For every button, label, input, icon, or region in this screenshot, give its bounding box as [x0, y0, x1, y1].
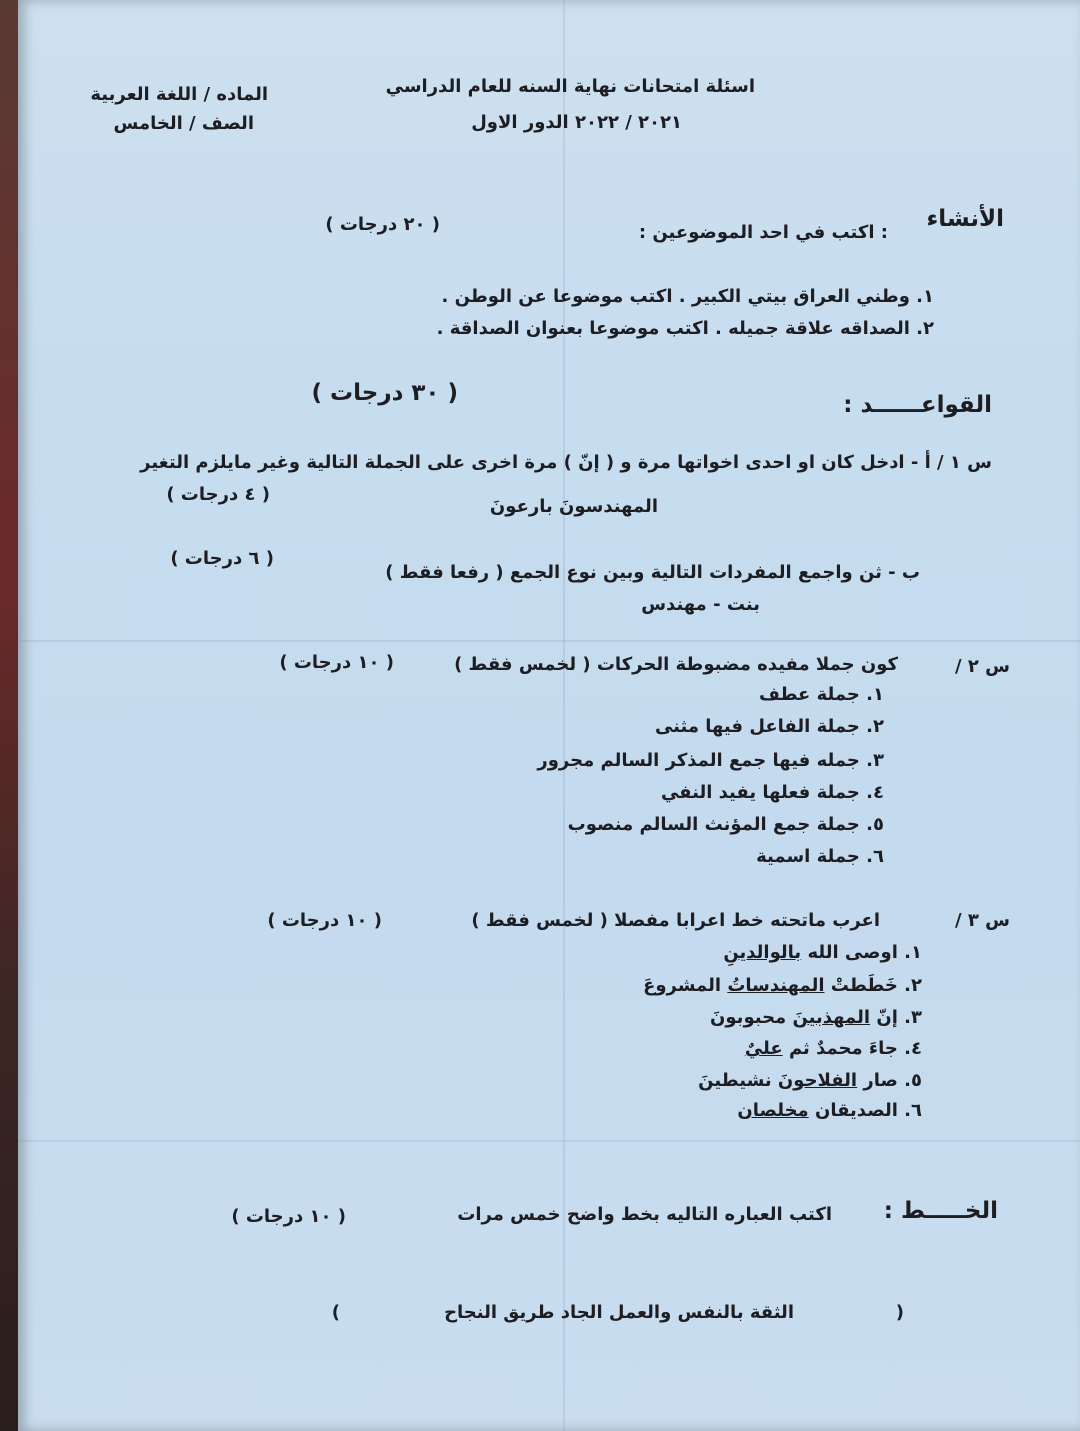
q2-marks: ( ١٠ درجات ) — [279, 652, 394, 673]
phrase-open-paren: ( — [895, 1302, 904, 1323]
composition-topic-1: ١. وطني العراق بيتي الكبير . اكتب موضوعا عن الوطن . — [441, 286, 934, 307]
underlined-word: الفلاحونَ — [777, 1070, 858, 1091]
q1a-text: س ١ / أ - ادخل كان او احدى اخواتها مرة و ( إنّ ) مرة اخرى على الجملة التالية وغير مايلزم التغير — [140, 452, 992, 473]
subject-label: الماده / اللغة العربية — [90, 84, 268, 105]
q1b-text: ب - ثن واجمع المفردات التالية وبين نوع الجمع ( رفعا فقط ) — [385, 562, 920, 583]
grammar-marks: ( ٣٠ درجات ) — [311, 380, 458, 406]
underlined-word: عليٌ — [744, 1038, 783, 1059]
q1a-marks: ( ٤ درجات ) — [166, 484, 270, 505]
q3-item-5: ٥. صار الفلاحونَ نشيطينَ — [698, 1070, 922, 1091]
q3-item-3: ٣. إنّ المهذبينَ محبوبونَ — [710, 1007, 922, 1028]
q2-item-6: ٦. جملة اسمية — [756, 846, 884, 867]
handwriting-phrase: الثقة بالنفس والعمل الجاد طريق النجاح — [444, 1302, 794, 1323]
grammar-heading: القواعــــــد : — [843, 392, 992, 418]
exam-year: ٢٠٢١ / ٢٠٢٢ الدور الاول — [471, 112, 682, 133]
phrase-close-paren: ) — [331, 1302, 340, 1323]
q3-item-6: ٦. الصديقان مخلصان — [737, 1100, 922, 1121]
paper-fold-horizontal — [18, 640, 1080, 642]
composition-heading: الأنشاء — [926, 206, 1004, 232]
composition-topic-2: ٢. الصداقه علاقة جميله . اكتب موضوعا بعنوان الصداقة . — [436, 318, 934, 339]
q2-item-5: ٥. جملة جمع المؤنث السالم منصوب — [567, 814, 884, 835]
composition-instruction: : اكتب في احد الموضوعين : — [638, 222, 888, 243]
exam-title: اسئلة امتحانات نهاية السنه للعام الدراسي — [385, 76, 755, 97]
q3-label: س ٣ / — [955, 910, 1010, 931]
underlined-word: بالوالدينِ — [723, 942, 802, 963]
underlined-word: مخلصان — [737, 1100, 809, 1121]
underlined-word: المهذبينَ — [792, 1007, 871, 1028]
q3-item-1: ١. اوصى الله بالوالدينِ — [723, 942, 922, 963]
underlined-word: المهندساتُ — [727, 975, 825, 996]
q3-item-4: ٤. جاءَ محمدٌ ثم عليٌ — [744, 1038, 922, 1059]
q2-item-1: ١. جملة عطف — [759, 684, 884, 705]
paper-fold-horizontal-lower — [18, 1140, 1080, 1142]
composition-marks: ( ٢٠ درجات ) — [325, 214, 440, 235]
handwriting-heading: الخـــــط : — [883, 1198, 998, 1224]
q2-item-4: ٤. جملة فعلها يفيد النفي — [660, 782, 884, 803]
q2-item-2: ٢. جملة الفاعل فيها مثنى — [654, 716, 884, 737]
q3-marks: ( ١٠ درجات ) — [267, 910, 382, 931]
q1a-sentence: المهندسونَ بارعونَ — [489, 496, 658, 517]
q2-label: س ٢ / — [955, 656, 1010, 677]
handwriting-marks: ( ١٠ درجات ) — [231, 1206, 346, 1227]
q2-instruction: كون جملا مفيده مضبوطة الحركات ( لخمس فقط ) — [454, 654, 898, 675]
q3-instruction: اعرب ماتحته خط اعرابا مفصلا ( لخمس فقط ) — [471, 910, 880, 931]
q1b-marks: ( ٦ درجات ) — [170, 548, 274, 569]
q3-item-2: ٢. خَطَطتْ المهندساتُ المشروعَ — [643, 975, 922, 996]
q2-item-3: ٣. جمله فيها جمع المذكر السالم مجرور — [537, 750, 884, 771]
handwriting-instruction: اكتب العباره التاليه بخط واضح خمس مرات — [457, 1204, 832, 1225]
grade-label: الصف / الخامس — [113, 113, 254, 134]
q1b-words: بنت - مهندس — [641, 594, 760, 615]
